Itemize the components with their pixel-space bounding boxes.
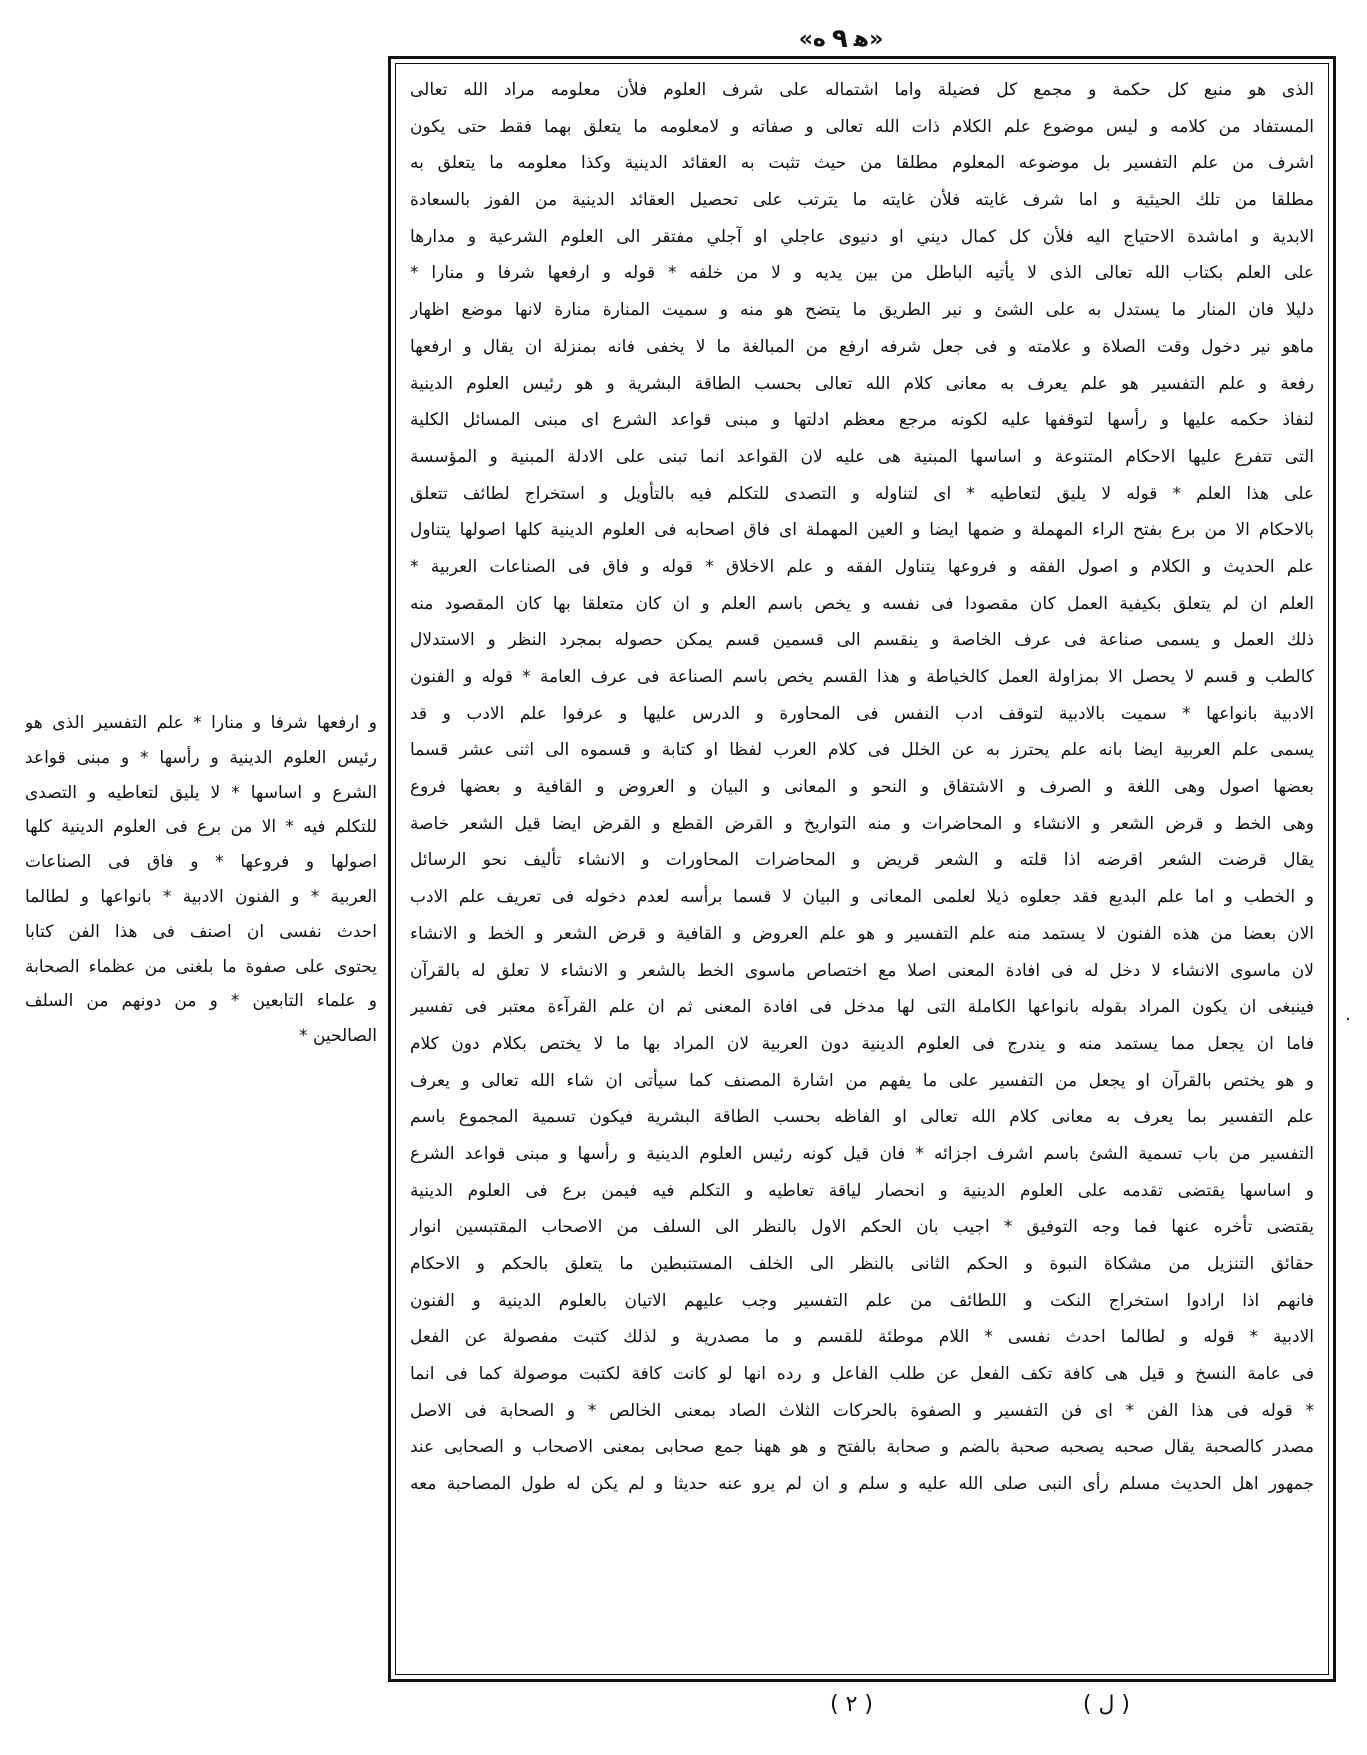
margin-line: رئيس العلوم الدينية و رأسها * و مبنى قواعد [25, 747, 377, 768]
text-line: اشرف من علم التفسير بل موضوعه المعلوم مطلقا من حيث تثبت به العقائد الدينية وكذا معلومه ما يتعلق به [410, 153, 1314, 174]
text-line: يسمى علم العربية ايضا بانه علم يحترز به عن الخلل فى كلام العرب لفظا او كتابة و قسموه الى اثنى عشر قسما [410, 740, 1314, 761]
text-line: الان بعضا من هذه الفنون لا يستمد منه علم التفسير و هو علم العروض و القافية و قرض الشعر و الخط و الانشاء [410, 923, 1314, 944]
text-line: الابدية و اماشدة الاحتياج اليه فلأن كل كمال ديني او دنيوى عاجلي او آجلي مفتقر الى العلوم الشرعية و مدارها [410, 226, 1314, 247]
text-line: و هو يختص بالقرآن او يجعل من التفسير على ما يفهم من اشارة المصنف كما سيأتى ان شاء الله تعالى و يعرف [410, 1070, 1314, 1091]
ornament-left: «ﻩ [798, 26, 826, 52]
page-number-header [786, 22, 896, 56]
text-line: دليلا فان المنار ما يستدل به على الشئ و نير الطريق ما يتضح هو منه و سميت المنارة منارة لانها موضع اظهار [410, 300, 1314, 321]
margin-line: و علماء التابعين * و من دونهم من السلف [25, 991, 377, 1012]
margin-line: العربية * و الفنون الادبية * بانواعها و لطالما [25, 886, 377, 907]
margin-line: اصولها و فروعها * و فاق فى الصناعات [25, 852, 377, 873]
text-line: ذلك العمل و يسمى صناعة فى عرف الخاصة و ينقسم الى قسمين قسم يمكن حصوله بمجرد النظر و الاستدلال [410, 630, 1314, 651]
text-line: الادبية * قوله و لطالما احدث نفسى * اللام موطئة للقسم و ما مصدرية و لذلك كتبت مفصولة عن الفعل [410, 1327, 1314, 1348]
margin-line: يحتوى على صفوة ما بلغنى من عظماء الصحابة [25, 956, 377, 977]
text-line: الادبية بانواعها * سميت بالادبية لتوقف ادب النفس فى المحاورة و الدرس عليها و عرفوا علم الادب و قد [410, 703, 1314, 724]
main-text-frame [388, 56, 1336, 1682]
margin-line: احدث نفسى ان اصنف فى هذا الفن كتابا [25, 921, 377, 942]
text-line: على هذا العلم * قوله لا يليق لتعاطيه * اى لتناوله و التصدى للتكلم فيه بالتأويل و استخراج لطائف تتعلق [410, 483, 1314, 504]
main-text-block [395, 63, 1329, 1675]
margin-line: و ارفعها شرفا و منارا * علم التفسير الذى هو [25, 713, 377, 733]
text-line: مطلقا من تلك الحيثية و اما شرف غايته فلأن غايته ما يترتب على تحصيل العقائد الدينية من الفوز بالسعادة [410, 190, 1314, 211]
ornament-right: ﻫ» [853, 26, 884, 52]
text-line: مصدر كالصحبة يقال صحبه يصحبه صحبة بالضم و صحابة بالفتح و هو ههنا جمع صحابى بمعنى الاصحاب و الصحابى عند [410, 1437, 1314, 1458]
margin-line: الشرع و اساسها * لا يليق لتعاطيه و التصدى [25, 782, 377, 803]
text-line: جمهور اهل الحديث مسلم رأى النبى صلى الله عليه و سلم و ان لم يرو عنه حديثا و لم يكن له طول المصاحبة معه [410, 1474, 1314, 1495]
text-line: وهى الخط و قرض الشعر و الانشاء و المحاضرات و منه التواريخ و القرض القطع و القرض ايضا قيل الشعر خاصة [410, 813, 1314, 834]
margin-line: الصالحين * [299, 1026, 377, 1047]
text-line: فى عامة النسخ و قيل هى كافة تكف الفعل عن طلب الفاعل و رده انها لو كانت كافة لكتبت موصولة كما فى انما [410, 1364, 1314, 1385]
text-line: و الخطب و اما علم البديع فقد جعلوه ذيلا لعلمى المعانى و البيان لا قسما برأسه لعدم دخوله فى تعريف علم الادب [410, 887, 1314, 908]
text-line: التفسير من باب تسمية الشئ باسم اشرف اجزائه * فان قيل كونه رئيس العلوم الدينية و رأسها و مبنى قواعد الشرع [410, 1143, 1314, 1164]
text-line: و اساسها يقتضى تقدمه على العلوم الدينية و انحصار لياقة تعاطيه و التكلم فيه فيمن برع فى العلوم الدينية [410, 1180, 1314, 1201]
text-line: العلم ان لم يتعلق بكيفية العمل كان مقصودا فى نفسه و يخص باسم العلم و ان كان متعلقا بها كان المقصود منه [410, 593, 1314, 614]
text-line: كالطب و قسم لا يحصل الا بمزاولة العمل كالخياطة و هذا القسم يخص باسم الصناعة فى عرف العامة * قوله و الفنون [410, 667, 1314, 687]
page-number: ٩ [831, 24, 848, 54]
text-line: على العلم بكتاب الله تعالى الذى لا يأتيه الباطل من بين يديه و لا من خلفه * قوله و ارفعها شرفا و منارا * [410, 263, 1314, 284]
text-line: بعضها اصول وهى اللغة و الصرف و الاشتقاق و النحو و المعانى و البيان و العروض و القافية و بعضها فروع [410, 777, 1314, 798]
footer-mark-right: ( ل ) [1082, 1692, 1130, 1717]
text-line: يقتضى تأخره عنها فما وجه التوفيق * اجيب بان الحكم الاول بالنظر الى السلف من الاصحاب المقتبسين انوار [410, 1217, 1314, 1238]
text-line: لنفاذ حكمه عليها و رأسها لتوقفها عليه لكونه مرجع معظم ادلتها و مبنى قواعد الشرع اى مبنى المسائل الكلية [410, 410, 1314, 431]
text-line: علم الحديث و الكلام و اصول الفقه و فروعها يتناول الفقه و علم الاخلاق * قوله و فاق فى الصناعات العربية * [410, 556, 1314, 577]
text-line: لان ماسوى الانشاء لا دخل له فى افادة المعنى اصلا مع اختصاص ماسوى الخط بالشعر و الانشاء لا تعلق له بالقرآن [410, 960, 1314, 981]
footer-signatures [830, 1692, 1130, 1732]
text-line: حقائق التنزيل من مشكاة النبوة و الحكم الثانى بالنظر الى الخلف المستنبطين ما يتعلق بالحكم و الاحكام [410, 1254, 1314, 1274]
footer-mark-left: ( ٢ ) [830, 1692, 873, 1717]
margin-line: للتكلم فيه * الا من برع فى العلوم الدينية كلها [25, 817, 377, 838]
text-line: * قوله فى هذا الفن * اى فن التفسير و الصفوة بالحركات الثلاث الصاد بمعنى الخالص * و الصحابة فى الاصل [410, 1400, 1314, 1421]
side-mark: . [1345, 1004, 1351, 1025]
text-line: فينبغى ان يكون المراد بقوله بانواعها الكاملة التى لها مدخل فى افادة المعنى ثم ان علم القرآءة معتبر فى تفسير [410, 997, 1314, 1018]
text-line: الذى هو منبع كل حكمة و مجمع كل فضيلة واما اشتماله على شرف العلوم فلأن معلومه مراد الله تعالى [410, 80, 1314, 100]
text-line: فانهم اذا ارادوا استخراج النكت و اللطائف من علم التفسير وجب عليهم الاتيان بالعلوم الدينية و الفنون [410, 1290, 1314, 1311]
text-line: يقال قرضت الشعر اقرضه اذا قلته و الشعر قريض و المحاضرات المحاورات و الانشاء تأليف نحو الرسائل [410, 850, 1314, 871]
text-line: رفعة و علم التفسير هو علم يعرف به معانى كلام الله تعالى بحسب الطاقة البشرية و هو رئيس العلوم الدينية [410, 373, 1314, 394]
text-line: بالاحكام الا من برع بفتح الراء المهملة و ضمها ايضا و العين المهملة اى فاق اصحابه فى العلوم الدينية كلها اصولها يتناول [410, 520, 1314, 541]
margin-note [25, 706, 377, 1054]
text-line: المستفاد من كلامه و ليس موضوع علم الكلام ذات الله تعالى و صفاته و لامعلومه ما يتعلق بهما فقط حتى يكون [410, 116, 1314, 137]
text-line: فاما ان يجعل مما يستمد منه و يندرج فى العلوم الدينية دون العربية لان المراد بها ما لا يختص بكلام دون كلام [410, 1033, 1314, 1054]
text-line: التى تتفرع عليها الاحكام المتنوعة و اساسها المبنية هى عليه لان القواعد انما تبنى على الادلة المبنية و المؤسسة [410, 446, 1314, 467]
text-line: ماهو نير دخول وقت الصلاة و علامته و فى جعل شرفه ارفع من المبالغة ما لا يخفى فانه بمنزلة ان يقال و ارفعها [410, 336, 1314, 357]
text-line: علم التفسير بما يعرف به معانى كلام الله تعالى او الفاظه بحسب الطاقة البشرية فيكون تسمية المجموع باسم [410, 1107, 1314, 1128]
